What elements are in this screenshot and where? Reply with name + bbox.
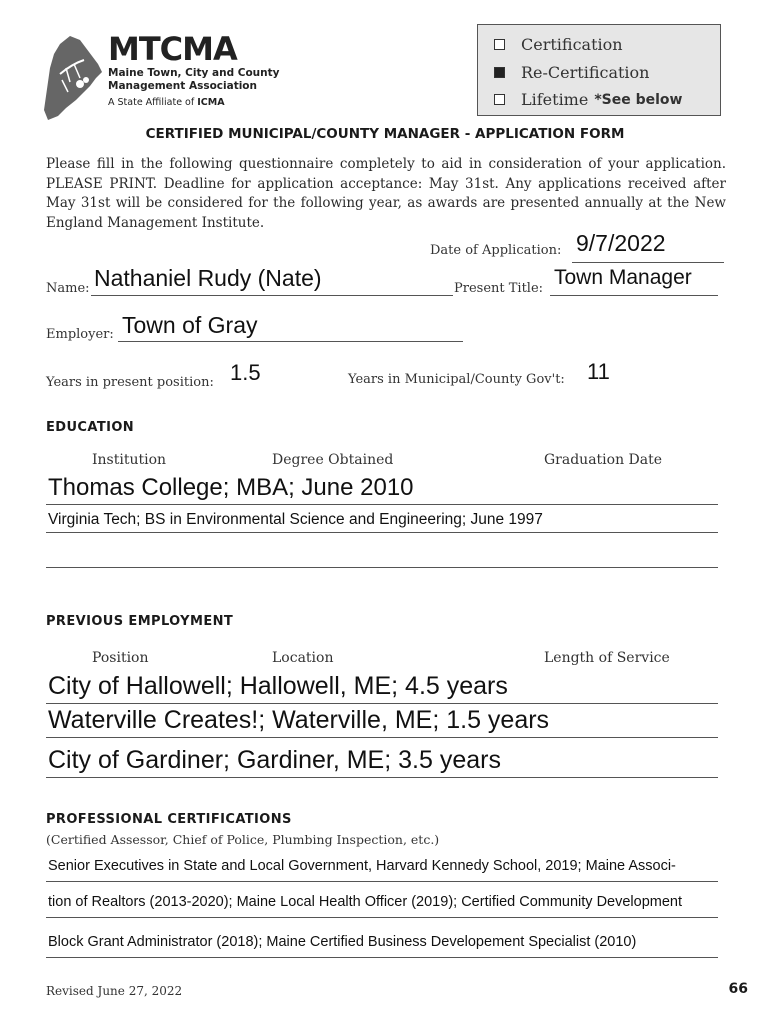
date-field[interactable]: 9/7/2022: [576, 230, 666, 256]
certifications-heading: PROFESSIONAL CERTIFICATIONS: [46, 812, 292, 827]
years-gov-field[interactable]: 11: [587, 359, 610, 384]
years-position-label: Years in present position:: [46, 375, 214, 390]
form-title: CERTIFIED MUNICIPAL/COUNTY MANAGER - APPLICATION FORM: [145, 126, 625, 142]
option-recertification[interactable]: [494, 63, 649, 82]
revised-date: Revised June 27, 2022: [46, 984, 183, 998]
certification-underline: [46, 917, 718, 918]
employment-line: [46, 703, 718, 704]
col-length-of-service: Length of Service: [544, 650, 670, 666]
option-label: Re-Certification: [521, 63, 650, 82]
present-title-label: Present Title:: [454, 281, 544, 296]
logo-subtitle-line2: Management Association: [108, 80, 257, 92]
date-label: Date of Application:: [430, 243, 562, 258]
certification-line[interactable]: tion of Realtors (2013-2020); Maine Local Health Officer (2019); Certified Community Development: [48, 894, 683, 910]
logo-affiliate: [108, 97, 225, 108]
certification-line[interactable]: Block Grant Administrator (2018); Maine Certified Business Developement Specialist (2010): [48, 934, 637, 950]
date-underline: [572, 262, 724, 263]
page-number: 66: [728, 981, 748, 997]
education-line: [46, 567, 718, 568]
col-position: Position: [92, 650, 149, 666]
option-label: Certification: [521, 35, 623, 54]
col-degree: Degree Obtained: [272, 452, 394, 468]
present-title-field[interactable]: Town Manager: [554, 266, 692, 289]
col-location: Location: [272, 650, 334, 666]
employer-field[interactable]: Town of Gray: [122, 312, 258, 338]
logo-name: MTCMA: [108, 30, 237, 68]
lifetime-note: *See below: [594, 91, 683, 108]
education-entry[interactable]: Thomas College; MBA; June 2010: [48, 474, 414, 501]
employment-entry[interactable]: City of Gardiner; Gardiner, ME; 3.5 years: [48, 746, 501, 774]
employment-line: [46, 737, 718, 738]
intro-paragraph: Please fill in the following questionnaire completely to aid in consideration of your application. PLEASE PRINT. Deadline for application acceptance: May 31st. Any applications received after May 31st will be considered for the following year, as awards are presented annually at the New England Management Institute.: [46, 156, 726, 231]
option-lifetime[interactable]: [494, 90, 682, 109]
certification-type-box: [477, 24, 721, 116]
years-gov-label: Years in Municipal/County Gov't:: [348, 372, 565, 387]
education-line: [46, 504, 718, 505]
title-underline: [550, 295, 718, 296]
certification-underline: [46, 957, 718, 958]
option-label: Lifetime: [521, 90, 589, 109]
education-heading: EDUCATION: [46, 420, 135, 435]
years-position-field[interactable]: 1.5: [230, 360, 261, 385]
maine-map-logo-icon: [40, 34, 104, 124]
employer-underline: [118, 341, 463, 342]
employment-entry[interactable]: City of Hallowell; Hallowell, ME; 4.5 years: [48, 672, 508, 700]
affiliate-org: ICMA: [197, 97, 225, 108]
education-line: [46, 532, 718, 533]
certification-line[interactable]: Senior Executives in State and Local Government, Harvard Kennedy School, 2019; Maine Associ-: [48, 858, 676, 874]
name-field[interactable]: Nathaniel Rudy (Nate): [94, 265, 322, 291]
name-underline: [91, 295, 453, 296]
education-entry[interactable]: Virginia Tech; BS in Environmental Science and Engineering; June 1997: [48, 511, 543, 528]
certification-checkbox[interactable]: [494, 39, 505, 50]
col-institution: Institution: [92, 452, 167, 468]
certification-underline: [46, 881, 718, 882]
certifications-subheading: (Certified Assessor, Chief of Police, Plumbing Inspection, etc.): [46, 832, 440, 847]
option-certification[interactable]: [494, 35, 623, 54]
name-label: Name:: [46, 281, 90, 296]
recertification-checkbox[interactable]: [494, 67, 505, 78]
employment-line: [46, 777, 718, 778]
affiliate-prefix: A State Affiliate of: [108, 97, 195, 108]
col-graduation-date: Graduation Date: [544, 452, 663, 468]
employment-heading: PREVIOUS EMPLOYMENT: [46, 614, 234, 629]
employment-entry[interactable]: Waterville Creates!; Waterville, ME; 1.5 years: [48, 706, 550, 734]
logo-subtitle-line1: Maine Town, City and County: [108, 67, 280, 79]
employer-label: Employer:: [46, 327, 114, 342]
lifetime-checkbox[interactable]: [494, 94, 505, 105]
